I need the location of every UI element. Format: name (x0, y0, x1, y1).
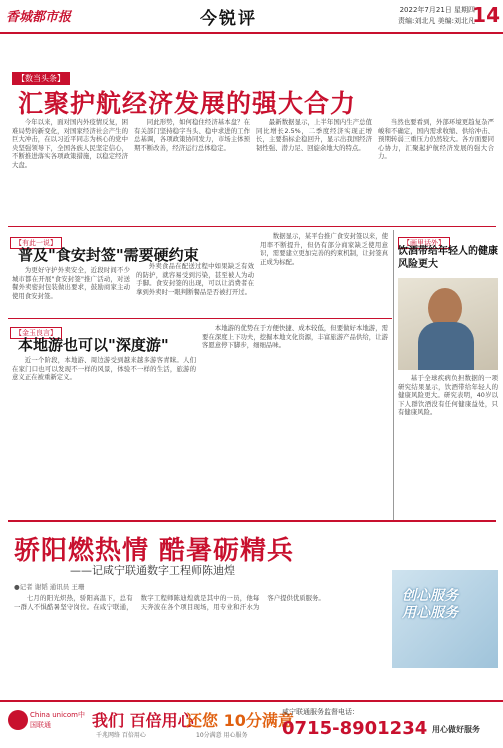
article1-title: 汇聚护航经济发展的强大合力 (18, 89, 357, 118)
feature-byline: ●记者 谢韬 通讯员 王珊 (14, 583, 85, 591)
vertical-divider (393, 230, 394, 520)
newspaper-logo: 香城都市报 (6, 10, 72, 25)
article1-col2 (134, 118, 250, 222)
date-line: 2022年7月21日 星期四 (399, 6, 475, 14)
ad-brand-2: 用心做好服务 (432, 725, 480, 734)
divider-1 (8, 226, 496, 227)
article1-col1 (12, 118, 128, 222)
feature-text-body: 七月的阳光炽热，骄阳高温下，总有一群人不惧酷暑坚守岗位。在咸宁联通，数字工程师陈迪煌就是其中的一员，他每天奔波在各个项目现场，用专业和汗水为客户提供优质服务。 (14, 594, 325, 611)
article1-col3-text: 最新数据显示，上半年国内生产总值同比增长2.5%，二季度经济实现正增长，主要指标企稳回升，显示出我国经济韧性强、潜力足、回旋余地大的特点。 (256, 118, 372, 152)
hotline-label: 咸宁联通服务监督电话： (282, 708, 359, 716)
article1-col2-text: 同此形势，如何稳住经济基本盘？在有关部门坚持稳字当头、稳中求进的工作总基调，各项政策协同发力，市场主体预期不断改善，经济运行总体稳定。 (134, 118, 250, 152)
editor-line: 责编:刘北凡 美编:刘北凡 (398, 17, 475, 25)
feature-photo-line2: 用心服务 (402, 605, 458, 621)
article1-col4-text: 当然也要看到，外部环境更趋复杂严峻和不确定，国内需求收缩、供给冲击、预期转弱三重压力仍然较大。各方面要同心协力，汇聚起护航经济发展的强大合力。 (378, 118, 494, 161)
article3-col1 (12, 356, 196, 516)
side-title: 饮酒带给年轻人的健康风险更大 (398, 246, 498, 270)
ad-slogan-2: 还您 10分满意 (186, 711, 294, 730)
article3-tag: 【金玉良言】 (10, 327, 62, 339)
feature-title: 骄阳燃热情 酷暑砺精兵 (14, 536, 295, 566)
article2-col2 (136, 262, 254, 316)
feature-photo-label (402, 588, 458, 622)
article3-title: 本地游也可以"深度游" (18, 336, 169, 354)
page-number: 14 (472, 3, 500, 27)
side-text (398, 374, 498, 516)
unicom-logo-icon (8, 710, 28, 730)
divider-2 (8, 318, 392, 319)
article2-tag: 【有此一说】 (10, 237, 62, 249)
side-text-body: 基于全球疾病负担数据的一项研究结果显示，饮酒带给年轻人的健康风险更大。研究表明，40岁以下人群饮酒没有任何健康益处，只有健康风险。 (398, 374, 498, 417)
article2-col2-text: 外卖食品在配送过程中如果缺乏有效的防护，就容易受到污染，甚至被人为动手脚。食安封签的出现，可以让消费者在拿到外卖时一眼判断餐品是否被打开过。 (136, 262, 254, 296)
article1-col4 (378, 118, 494, 222)
article2-col1 (12, 266, 130, 316)
article1-col1-text: 今年以来，面对国内外疫情反复，困难局势的新变化，对国家经济社会产生的巨大冲击，在以习近平同志为核心的党中央坚强领导下，全国各族人民坚定信心，不断推进落实各项政策措施，以稳定经济大盘。 (12, 118, 128, 169)
article1-tag-wrap (12, 66, 70, 85)
article3-col2 (202, 324, 388, 516)
ad-sub-1: 千兆网络 百倍用心 (96, 732, 146, 739)
feature-subtitle: ——记咸宁联通数字工程师陈迪煌 (70, 564, 235, 577)
article1-col3 (256, 118, 372, 222)
feature-text (14, 594, 386, 696)
hotline-number: 0715-8901234 (282, 718, 428, 739)
article1-tag: 【数当头条】 (12, 72, 70, 85)
cartoon-illustration (398, 278, 498, 370)
ad-slogan-1: 我们 百倍用心 (92, 711, 194, 730)
article3-col2-text: 本地游的优势在于方便快捷、成本较低，但要做好本地游，需要在深度上下功夫，挖掘本地文化资源，丰富旅游产品供给，让游客愿意停下脚步，细细品味。 (202, 324, 388, 350)
article3-col1-text: 近一个阶段，本地游、周边游受到越来越多游客青睐。人们在家门口也可以发现不一样的风景，体验不一样的生活，旅游的意义正在被重新定义。 (12, 356, 196, 382)
feature-photo (392, 570, 498, 668)
article2-title: 普及"食安封签"需要硬约束 (18, 246, 199, 264)
article2-col3 (260, 232, 388, 316)
article2-col1-text: 为更好守护外卖安全，近段时间不少城市都在开展"食安封签"推广活动，对送餐外卖密封包装做出要求，鼓励商家主动使用食安封签。 (12, 266, 130, 300)
ad-brand: China unicom中国联通 (30, 711, 85, 729)
article2-col3-text: 数据显示，某平台推广食安封签以来，使用率不断提升，但仍有部分商家缺乏使用意识，需要建立更加完善的约束机制，让封签真正成为标配。 (260, 232, 388, 266)
section-title: 今锐评 (200, 9, 257, 29)
side-tag: 【画里话外】 (398, 237, 450, 249)
feature-photo-line1: 创心服务 (402, 588, 458, 604)
date-block (398, 5, 475, 27)
cartoon-body (418, 322, 474, 370)
ad-sub-2: 10分满意 用心服务 (196, 732, 248, 739)
